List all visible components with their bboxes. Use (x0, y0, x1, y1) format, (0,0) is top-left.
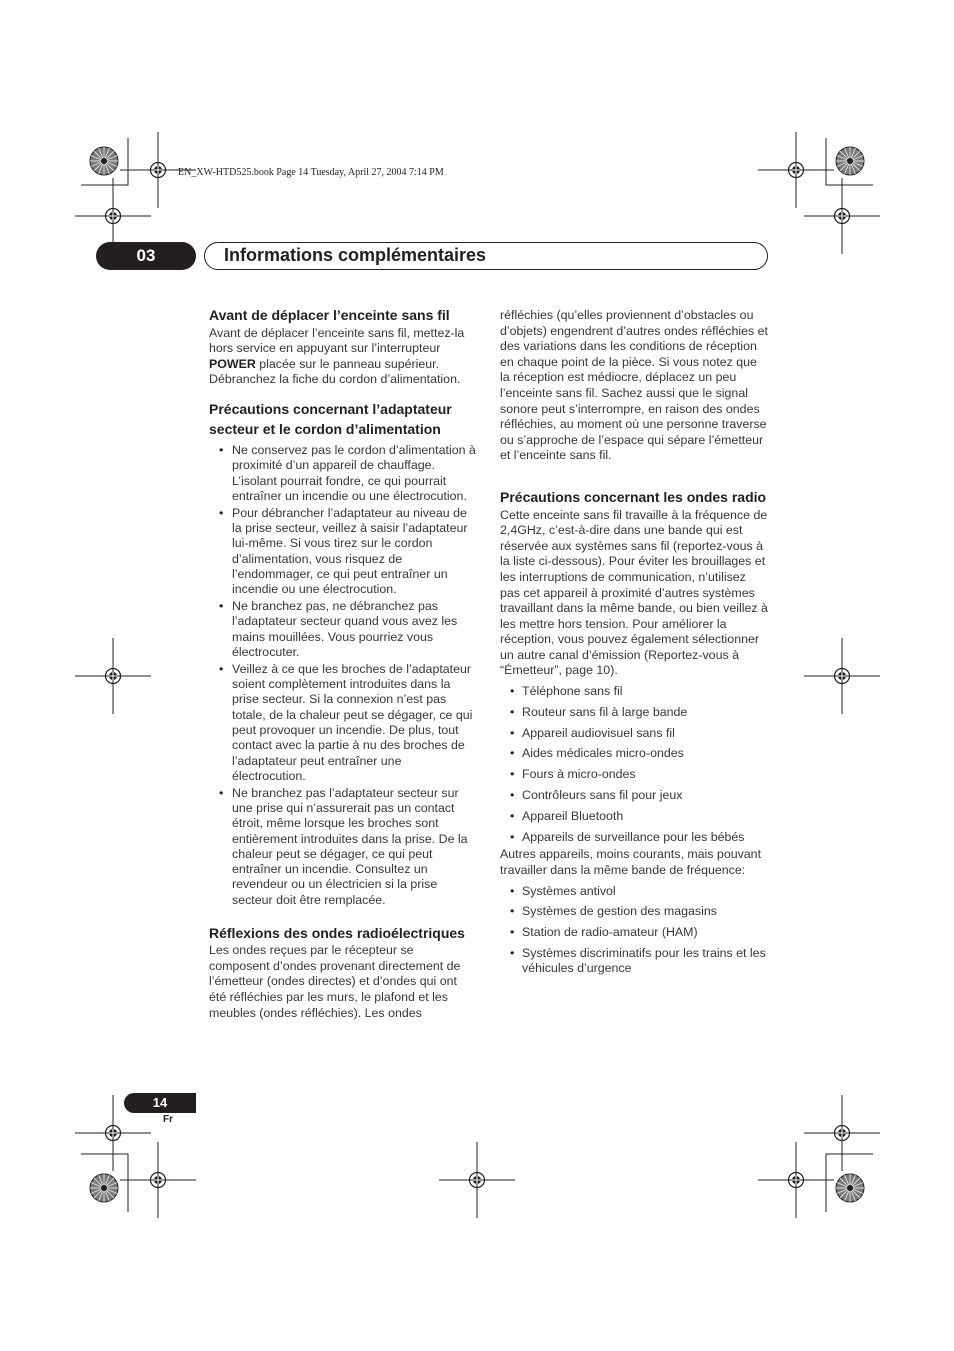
list-item: • Contrôleurs sans fil pour jeux (500, 788, 768, 804)
list-item: • Veillez à ce que les broches de l’adaptateur soient complètement introduites dans la prise secteur. Si la connexion n’est pas totale, de la chaleur peut se dégager, ce qui peut provoquer un incendie. De plus, tout contact avec la partie à nu des broches de l’adaptateur peut entraîner une électrocution. (209, 662, 477, 784)
section-heading-adapter: Précautions concernant l’adaptateur secteur et le cordon d’alimentation (209, 400, 452, 437)
list-item: • Ne branchez pas, ne débranchez pas l’adaptateur secteur quand vous avez les mains mouillées. Vous pourriez vous électrocuter. (209, 599, 477, 660)
section-heading-radio-waves: Précautions concernant les ondes radio (500, 488, 767, 505)
list-item: • Station de radio-amateur (HAM) (500, 925, 768, 941)
section-text-reflections: Les ondes reçues par le récepteur se composent d’ondes provenant directement de l’émetteur (ondes directes) et d’ondes qui ont été réfléchies par les murs, le plafond et les meubles (ondes réfléchies). Les ondes (209, 943, 461, 1020)
list-item: • Appareils de surveillance pour les bébés (500, 830, 768, 846)
section-heading-moving: Avant de déplacer l’enceinte sans fil (209, 307, 450, 323)
chapter-number-badge: 03 (96, 242, 196, 270)
power-label: POWER (209, 356, 256, 371)
other-devices-bullet-list (500, 884, 768, 978)
list-item: • Ne branchez pas l’adaptateur secteur sur une prise qui n’assurerait pas un contact étroit, même lorsque les broches sont entièrement introduites dans la prise. De la chaleur peut se dégager, ce qui peut entraîner un incendie. Consultez un revendeur ou un électricien si la prise secteur doit être remplacée. (209, 786, 477, 908)
moving-text-part2: placée sur le panneau supérieur. Débranchez la fiche du cordon d’alimentation. (209, 356, 461, 387)
list-item: • Ne conservez pas le cordon d’alimentation à proximité d’un appareil de chauffage. L’isolant pourrait fondre, ce qui pourrait entraîner un incendie ou une électrocution. (209, 443, 477, 504)
right-column (500, 306, 768, 982)
page-number-badge: 14 (124, 1093, 196, 1113)
reflections-text-continued: réfléchies (qu’elles proviennent d’obstacles ou d’objets) engendrent d’autres ondes réfléchies et des variations dans les conditions de réception en chaque point de la pièce. Si vous notez que la réception est médiocre, déplacez un peu l’enceinte sans fil. Sachez aussi que le signal sonore peut s’interrompre, en raison des ondes réfléchies, au moment où une personne traverse ou s’approche de l’espace qui sépare l’émetteur et l’enceinte sans fil. (500, 308, 768, 463)
devices-bullet-list (500, 684, 768, 845)
list-item: • Fours à micro-ondes (500, 767, 768, 783)
list-item: • Systèmes de gestion des magasins (500, 904, 768, 920)
list-item: • Aides médicales micro-ondes (500, 746, 768, 762)
adapter-bullet-list (209, 443, 477, 908)
list-item: • Systèmes antivol (500, 884, 768, 900)
moving-text-part1: Avant de déplacer l’enceinte sans fil, mettez-la hors service en appuyant sur l’interrupteur (209, 325, 465, 356)
chapter-title: Informations complémentaires (224, 245, 487, 265)
left-column (209, 306, 477, 1021)
list-item: • Systèmes discriminatifs pour les trains et les véhicules d’urgence (500, 946, 768, 977)
list-item: • Appareil Bluetooth (500, 809, 768, 825)
section-heading-reflections: Réflexions des ondes radioélectriques (209, 924, 465, 941)
list-item: • Appareil audiovisuel sans fil (500, 726, 768, 742)
list-item: • Téléphone sans fil (500, 684, 768, 700)
other-devices-text: Autres appareils, moins courants, mais pouvant travailler dans la même bande de fréquence: (500, 847, 762, 877)
list-item: • Routeur sans fil à large bande (500, 705, 768, 721)
section-text-moving (209, 326, 477, 388)
print-info-line: EN_XW-HTD525.book Page 14 Tuesday, April 27, 2004 7:14 PM (178, 167, 444, 178)
list-item: • Pour débrancher l’adaptateur au niveau de la prise secteur, veillez à saisir l’adaptateur lui-même. Si vous tirez sur le cordon d’alimentation, vous risquez de l’endommager, ce qui peut entraîner un incendie ou une électrocution. (209, 506, 477, 598)
section-text-radio-waves: Cette enceinte sans fil travaille à la fréquence de 2,4GHz, c’est-à-dire dans une bande qui est réservée aux systèmes sans fil (reportez-vous à la liste ci-dessous). Pour éviter les brouillages et les interruptions de communication, n’utilisez pas cet appareil à proximité d’autres systèmes travaillant dans la même bande, ou bien veillez à les mettre hors tension. Pour améliorer la réception, vous pouvez également sélectionner un autre canal d’émission (Reportez-vous à “Émetteur”, page 10). (500, 507, 768, 678)
page-language: Fr (163, 1114, 173, 1125)
